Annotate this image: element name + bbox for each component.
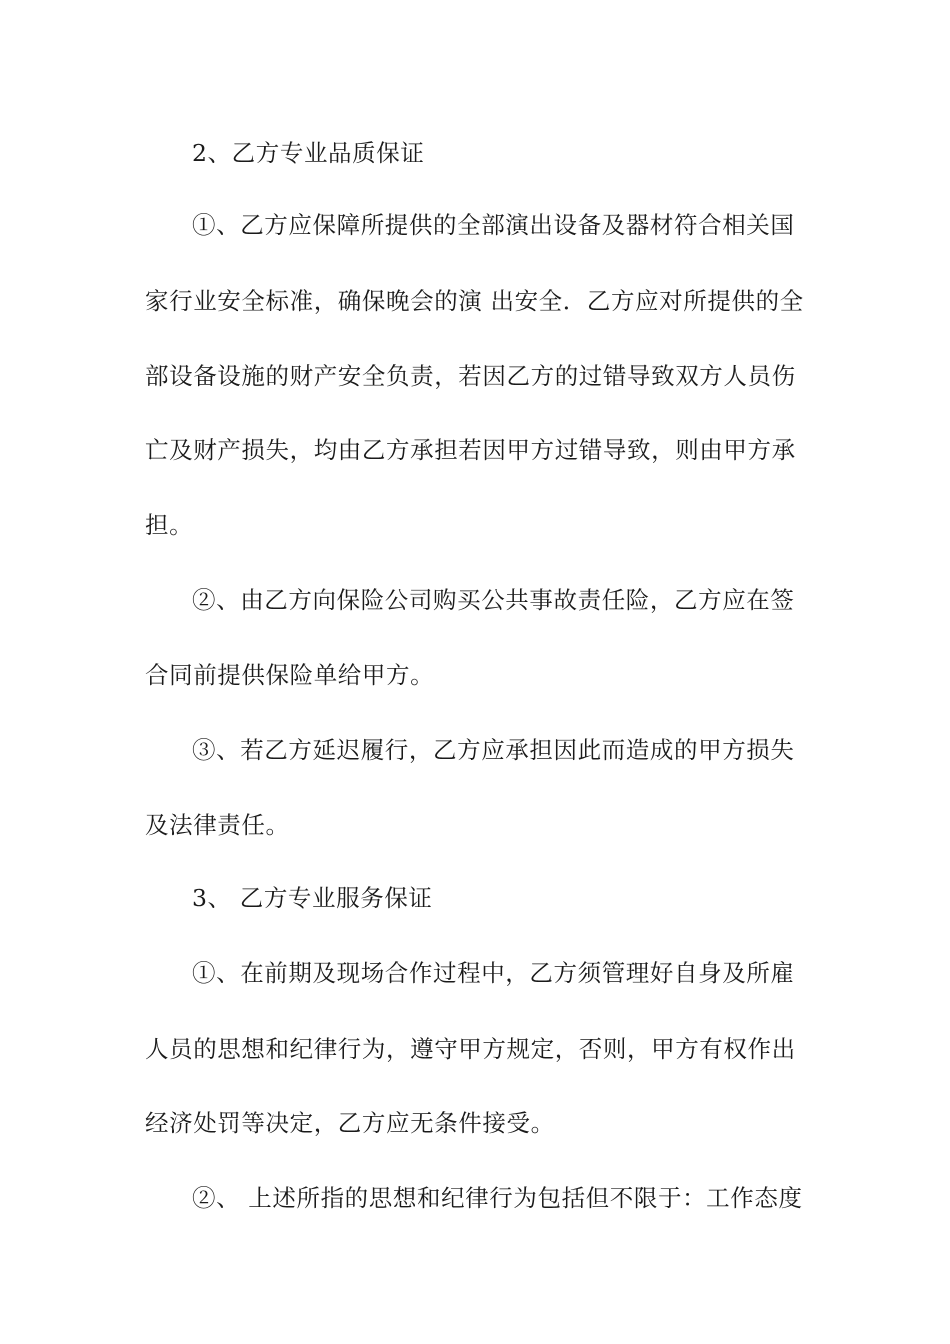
paragraph-line: ③、若乙方延迟履行，乙方应承担因此而造成的甲方损失 (192, 736, 795, 764)
paragraph-line: 经济处罚等决定，乙方应无条件接受。 (145, 1109, 555, 1137)
paragraph-line: ②、 上述所指的思想和纪律行为包括但不限于：工作态度 (192, 1184, 803, 1212)
section-heading-2: 2、乙方专业品质保证 (192, 139, 425, 167)
paragraph-line: 合同前提供保险单给甲方。 (145, 661, 435, 689)
paragraph-line: 及法律责任。 (145, 811, 290, 839)
paragraph-line: ①、在前期及现场合作过程中，乙方须管理好自身及所雇 (192, 959, 795, 987)
section-heading-3: 3、 乙方专业服务保证 (192, 884, 433, 912)
paragraph-line: ②、由乙方向保险公司购买公共事故责任险，乙方应在签 (192, 586, 795, 614)
paragraph-line: 亡及财产损失，均由乙方承担若因甲方过错导致，则由甲方承 (145, 436, 796, 464)
paragraph-line: 担。 (145, 511, 194, 539)
paragraph-line: 家行业安全标准，确保晚会的演 出安全．乙方应对所提供的全 (145, 287, 804, 315)
paragraph-line: 部设备设施的财产安全负责，若因乙方的过错导致双方人员伤 (145, 362, 796, 390)
paragraph-line: ①、乙方应保障所提供的全部演出设备及器材符合相关国 (192, 211, 795, 239)
paragraph-line: 人员的思想和纪律行为，遵守甲方规定，否则，甲方有权作出 (145, 1035, 796, 1063)
